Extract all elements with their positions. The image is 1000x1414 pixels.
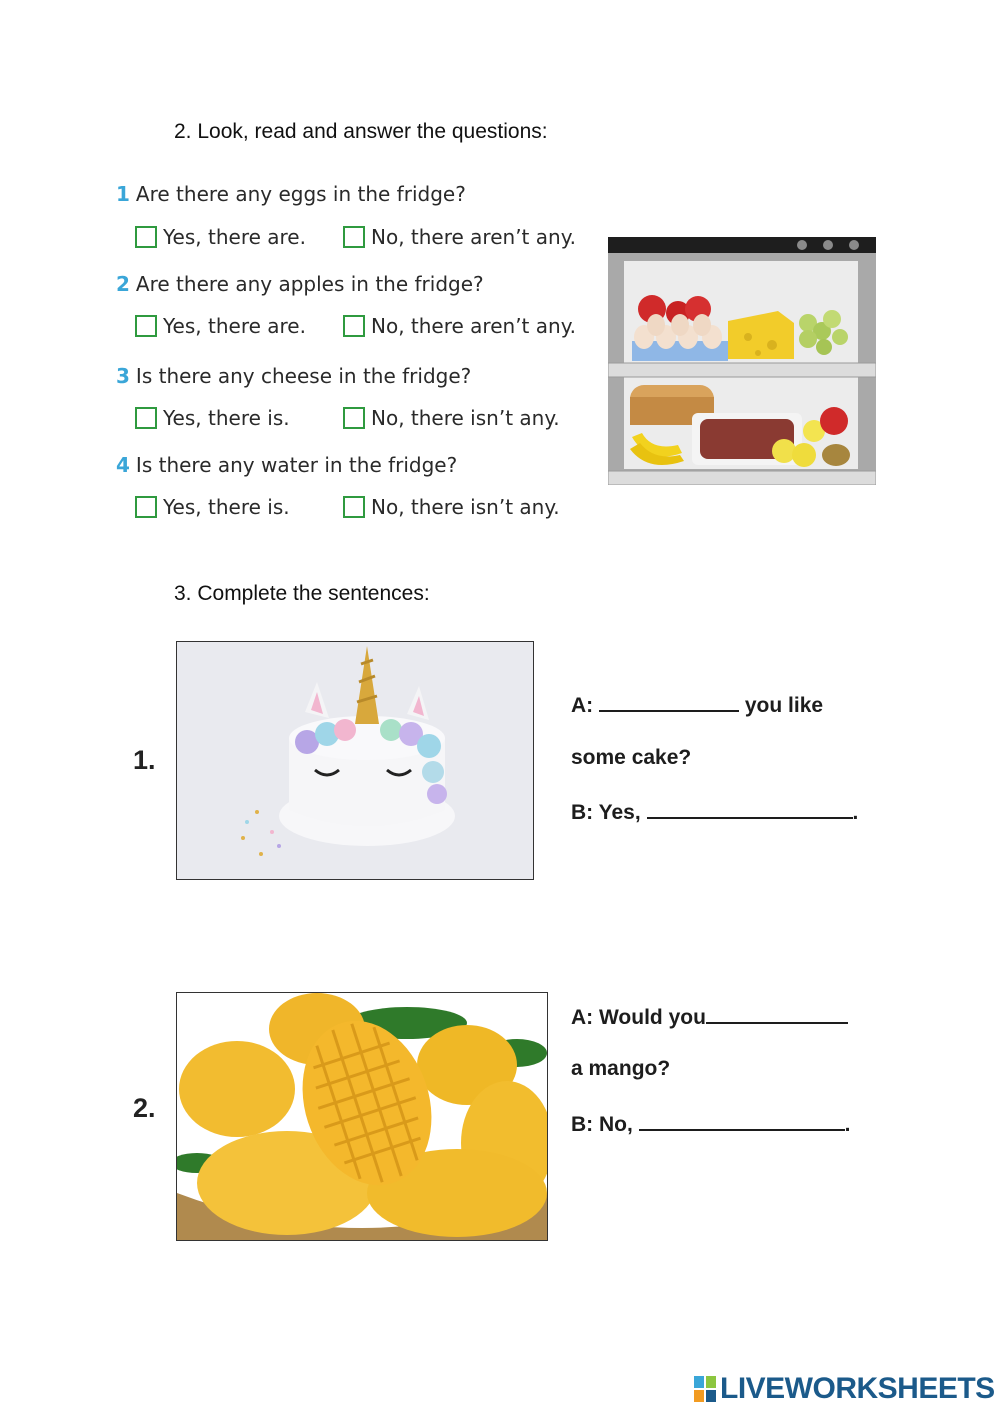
exercise-number-1: 1. <box>133 745 156 775</box>
checkbox[interactable] <box>135 496 157 518</box>
sentence-text: . <box>852 801 859 824</box>
question-text: Are there any apples in the fridge? <box>135 272 484 296</box>
q4-yes-option[interactable] <box>135 495 290 519</box>
checkbox[interactable] <box>135 315 157 337</box>
q3-no-option[interactable] <box>343 406 560 430</box>
option-label: Yes, there is. <box>163 495 290 519</box>
question-text: Is there any water in the fridge? <box>135 453 458 477</box>
question-4 <box>116 453 457 477</box>
checkbox[interactable] <box>343 315 365 337</box>
question-number: 4 <box>116 453 130 477</box>
answer-blank[interactable] <box>639 1111 845 1131</box>
option-label: No, there isn’t any. <box>371 495 560 519</box>
checkbox[interactable] <box>343 407 365 429</box>
question-number: 1 <box>116 182 130 206</box>
question-2 <box>116 272 484 296</box>
question-text: Are there any eggs in the fridge? <box>135 182 466 206</box>
exercise-number-2: 2. <box>133 1093 156 1123</box>
option-label: Yes, there is. <box>163 406 290 430</box>
q3-yes-option[interactable] <box>135 406 290 430</box>
item-2-line-2: a mango? <box>571 1057 671 1080</box>
item-2-line-1 <box>571 1004 848 1030</box>
q2-yes-option[interactable] <box>135 314 306 338</box>
q4-no-option[interactable] <box>343 495 560 519</box>
sentence-text: A: Would you <box>571 1006 706 1029</box>
section-2-heading: 2. Look, read and answer the questions: <box>174 120 548 143</box>
item-1-line-3 <box>571 799 858 825</box>
checkbox[interactable] <box>135 226 157 248</box>
option-label: No, there aren’t any. <box>371 225 577 249</box>
fridge-illustration <box>608 237 876 485</box>
liveworksheets-logo <box>694 1372 995 1406</box>
checkbox[interactable] <box>135 407 157 429</box>
question-number: 2 <box>116 272 130 296</box>
logo-icon <box>694 1376 716 1402</box>
sentence-text: . <box>844 1113 851 1136</box>
item-2-line-3 <box>571 1111 851 1137</box>
option-label: No, there aren’t any. <box>371 314 577 338</box>
question-text: Is there any cheese in the fridge? <box>135 364 472 388</box>
item-1-line-1 <box>571 692 823 718</box>
question-3 <box>116 364 471 388</box>
sentence-text: B: No, <box>571 1113 633 1136</box>
unicorn-cake-photo <box>176 641 534 880</box>
option-label: Yes, there are. <box>163 225 306 249</box>
item-1-line-2: some cake? <box>571 746 692 769</box>
sentence-text: you like <box>744 694 824 717</box>
answer-blank[interactable] <box>647 799 853 819</box>
option-label: No, there isn’t any. <box>371 406 560 430</box>
answer-blank[interactable] <box>599 692 739 712</box>
question-number: 3 <box>116 364 130 388</box>
sentence-text: A: <box>571 694 594 717</box>
mangoes-photo <box>176 992 548 1241</box>
q1-yes-option[interactable] <box>135 225 306 249</box>
sentence-text: B: Yes, <box>571 801 641 824</box>
answer-blank[interactable] <box>706 1004 848 1024</box>
option-label: Yes, there are. <box>163 314 306 338</box>
q1-no-option[interactable] <box>343 225 576 249</box>
question-1 <box>116 182 466 206</box>
logo-text: LIVEWORKSHEETS <box>720 1372 995 1405</box>
q2-no-option[interactable] <box>343 314 576 338</box>
checkbox[interactable] <box>343 226 365 248</box>
section-3-heading: 3. Complete the sentences: <box>174 582 430 605</box>
checkbox[interactable] <box>343 496 365 518</box>
